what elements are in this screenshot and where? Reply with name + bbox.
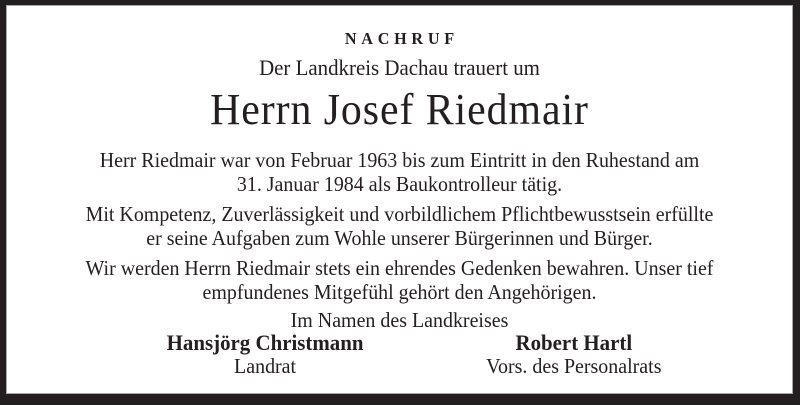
paragraph-merits xyxy=(27,202,773,250)
paragraph-line: empfundenes Mitgefühl gehört den Angehörigen. xyxy=(202,280,597,304)
signatory-title: Vors. des Personalrats xyxy=(486,354,662,378)
signatory-name: Robert Hartl xyxy=(515,330,633,355)
notice-paper xyxy=(6,5,793,394)
paragraph-line: 31. Januar 1984 als Baukontrolleur tätig. xyxy=(236,172,563,196)
closing-line: Im Namen des Landkreises xyxy=(290,308,509,332)
signatory-title: Landrat xyxy=(234,354,297,378)
paragraph-line: er seine Aufgaben zum Wohle unserer Bürgerinnen und Bürger. xyxy=(146,226,653,250)
signature-block xyxy=(27,331,773,377)
notice-intro: Der Landkreis Dachau trauert um xyxy=(259,55,540,80)
paragraph-service-period xyxy=(27,148,773,196)
paragraph-line: Mit Kompetenz, Zuverlässigkeit und vorbildlichem Pflichtbewusstsein erfüllte xyxy=(85,202,714,226)
paragraph-line: Herr Riedmair war von Februar 1963 bis zum Eintritt in den Ruhestand am xyxy=(99,148,700,172)
paragraph-line: Wir werden Herrn Riedmair stets ein ehrendes Gedenken bewahren. Unser tief xyxy=(85,256,714,280)
paragraph-condolence xyxy=(27,256,773,304)
signatory-name: Hansjörg Christmann xyxy=(166,330,364,355)
signature-left xyxy=(113,331,417,377)
notice-kicker: NACHRUF xyxy=(344,29,459,48)
notice-content xyxy=(27,30,773,377)
deceased-name: Herrn Josef Riedmair xyxy=(210,85,589,134)
signature-right xyxy=(422,331,726,377)
